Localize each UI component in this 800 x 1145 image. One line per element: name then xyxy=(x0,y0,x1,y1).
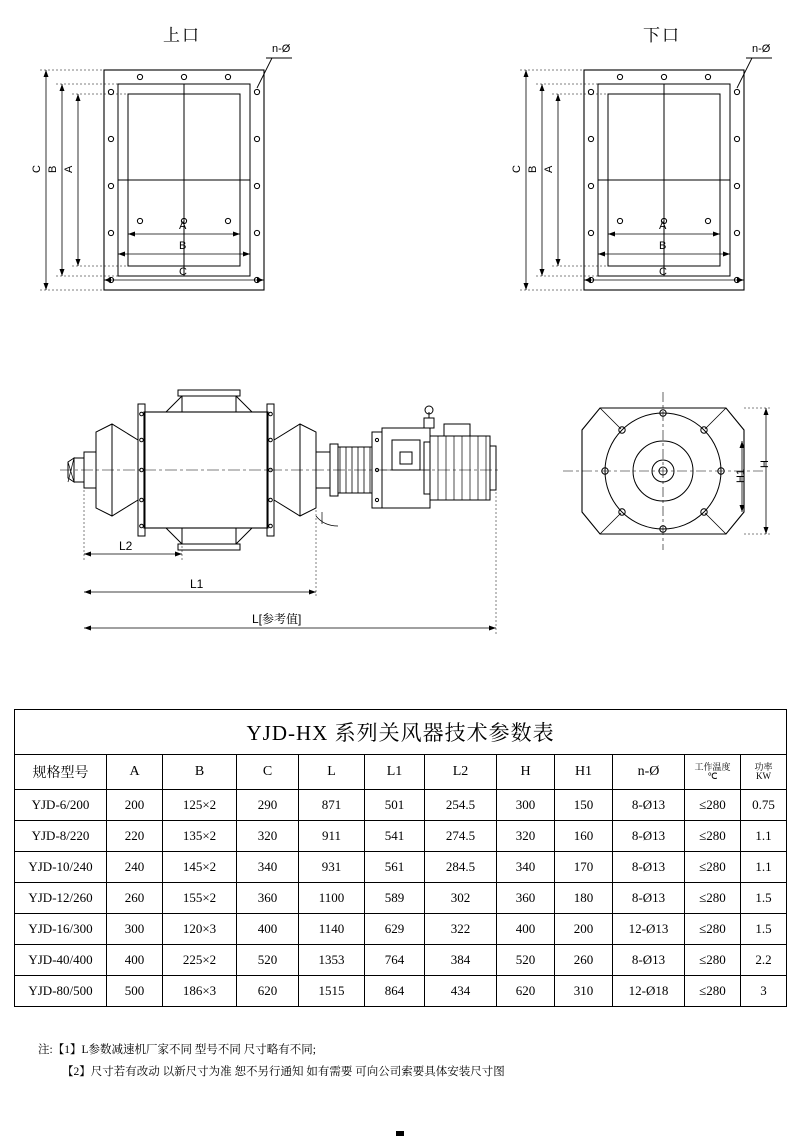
cell-power: 1.1 xyxy=(741,852,787,883)
cell-h1: 200 xyxy=(555,914,613,945)
cell-l1: 561 xyxy=(365,852,425,883)
dim-l1-label: L1 xyxy=(190,577,204,591)
cell-b: 155×2 xyxy=(163,883,237,914)
cell-power: 1.5 xyxy=(741,914,787,945)
dim-a-horizontal-bottom: A xyxy=(659,220,667,232)
dim-h1-label: H1 xyxy=(735,468,747,483)
cell-l2: 284.5 xyxy=(425,852,497,883)
dim-a-vertical-bottom: A xyxy=(543,165,555,173)
cell-temperature: ≤280 xyxy=(685,790,741,821)
cell-l1: 864 xyxy=(365,976,425,1007)
cell-l1: 501 xyxy=(365,790,425,821)
dim-b-vertical-top: B xyxy=(47,165,59,173)
cell-c: 360 xyxy=(237,883,299,914)
cell-l2: 302 xyxy=(425,883,497,914)
cell-b: 125×2 xyxy=(163,790,237,821)
cell-l: 1353 xyxy=(299,945,365,976)
cell-temperature: ≤280 xyxy=(685,883,741,914)
cell-power: 2.2 xyxy=(741,945,787,976)
header-temperature-text: 工作温度 xyxy=(694,761,731,772)
cell-power: 3 xyxy=(741,976,787,1007)
cell-model: YJD-10/240 xyxy=(15,852,107,883)
cell-power: 0.75 xyxy=(741,790,787,821)
header-temperature-unit: ℃ xyxy=(707,771,718,781)
bottom-view-label: 下口 xyxy=(643,26,681,45)
cell-b: 120×3 xyxy=(163,914,237,945)
cell-h1: 150 xyxy=(555,790,613,821)
cell-temperature: ≤280 xyxy=(685,821,741,852)
dim-l2-label: L2 xyxy=(119,539,133,553)
cell-hole: 8-Ø13 xyxy=(613,883,685,914)
cell-temperature: ≤280 xyxy=(685,914,741,945)
cell-c: 340 xyxy=(237,852,299,883)
cell-h: 340 xyxy=(497,852,555,883)
header-a: A xyxy=(107,755,163,790)
cell-h1: 160 xyxy=(555,821,613,852)
note-line-1: 注:【1】L参数减速机厂家不同 型号不同 尺寸略有不同; xyxy=(38,1044,316,1056)
table-row xyxy=(15,914,787,945)
cell-h: 360 xyxy=(497,883,555,914)
notes-block xyxy=(38,1040,505,1084)
cell-h: 520 xyxy=(497,945,555,976)
table-row xyxy=(15,976,787,1007)
dim-a-vertical-top: A xyxy=(63,165,75,173)
hole-callout-bottom: n-Ø xyxy=(752,43,771,55)
table-row xyxy=(15,790,787,821)
cell-hole: 12-Ø13 xyxy=(613,914,685,945)
cell-b: 186×3 xyxy=(163,976,237,1007)
cell-l: 931 xyxy=(299,852,365,883)
note-line-2: 【2】尺寸若有改动 以新尺寸为准 恕不另行通知 如有需要 可向公司索要具体安装尺寸图 xyxy=(62,1065,505,1078)
header-power-text: 功率 xyxy=(754,761,773,772)
header-l2: L2 xyxy=(425,755,497,790)
cell-h1: 170 xyxy=(555,852,613,883)
spec-table-wrapper xyxy=(14,709,786,1007)
cell-a: 400 xyxy=(107,945,163,976)
cell-model: YJD-40/400 xyxy=(15,945,107,976)
dim-c-horizontal-top: C xyxy=(179,266,187,278)
cell-a: 240 xyxy=(107,852,163,883)
cell-b: 225×2 xyxy=(163,945,237,976)
cell-l: 1140 xyxy=(299,914,365,945)
cell-power: 1.1 xyxy=(741,821,787,852)
header-temperature xyxy=(685,755,741,790)
dim-h-label: H xyxy=(759,460,771,468)
hole-callout-top: n-Ø xyxy=(272,43,291,55)
cell-h: 620 xyxy=(497,976,555,1007)
cell-l1: 541 xyxy=(365,821,425,852)
cell-h: 300 xyxy=(497,790,555,821)
header-power xyxy=(741,755,787,790)
cell-l: 1515 xyxy=(299,976,365,1007)
cell-c: 520 xyxy=(237,945,299,976)
dim-b-vertical-bottom: B xyxy=(527,165,539,173)
cell-a: 260 xyxy=(107,883,163,914)
cell-b: 145×2 xyxy=(163,852,237,883)
dim-b-horizontal-bottom: B xyxy=(659,240,667,252)
cell-a: 500 xyxy=(107,976,163,1007)
spec-table xyxy=(14,709,787,1007)
dim-l-label: L[参考值] xyxy=(252,612,302,626)
dim-a-horizontal-top: A xyxy=(179,220,187,232)
cell-c: 320 xyxy=(237,821,299,852)
cell-h1: 260 xyxy=(555,945,613,976)
cell-model: YJD-80/500 xyxy=(15,976,107,1007)
cell-h1: 180 xyxy=(555,883,613,914)
cell-model: YJD-8/220 xyxy=(15,821,107,852)
table-row xyxy=(15,945,787,976)
cell-a: 300 xyxy=(107,914,163,945)
cell-l: 871 xyxy=(299,790,365,821)
table-body xyxy=(15,790,787,1007)
cell-a: 220 xyxy=(107,821,163,852)
cell-model: YJD-12/260 xyxy=(15,883,107,914)
cell-hole: 8-Ø13 xyxy=(613,945,685,976)
header-l1: L1 xyxy=(365,755,425,790)
cell-c: 290 xyxy=(237,790,299,821)
table-row xyxy=(15,821,787,852)
cell-temperature: ≤280 xyxy=(685,852,741,883)
cell-h: 320 xyxy=(497,821,555,852)
cell-l1: 589 xyxy=(365,883,425,914)
table-row xyxy=(15,883,787,914)
table-row xyxy=(15,852,787,883)
cell-power: 1.5 xyxy=(741,883,787,914)
cell-l2: 254.5 xyxy=(425,790,497,821)
header-h: H xyxy=(497,755,555,790)
header-c: C xyxy=(237,755,299,790)
footer-mark xyxy=(396,1131,404,1136)
dim-c-vertical-top: C xyxy=(31,165,43,173)
cell-h1: 310 xyxy=(555,976,613,1007)
dim-b-horizontal-top: B xyxy=(179,240,187,252)
cell-hole: 8-Ø13 xyxy=(613,852,685,883)
cell-c: 620 xyxy=(237,976,299,1007)
cell-l2: 274.5 xyxy=(425,821,497,852)
header-hole: n-Ø xyxy=(613,755,685,790)
cell-temperature: ≤280 xyxy=(685,945,741,976)
cell-b: 135×2 xyxy=(163,821,237,852)
dim-c-vertical-bottom: C xyxy=(511,165,523,173)
top-view-label: 上口 xyxy=(163,26,201,45)
header-power-unit: KW xyxy=(756,771,772,781)
cell-l1: 764 xyxy=(365,945,425,976)
cell-l1: 629 xyxy=(365,914,425,945)
table-header-row xyxy=(15,755,787,790)
cell-hole: 8-Ø13 xyxy=(613,790,685,821)
header-l: L xyxy=(299,755,365,790)
cell-l2: 322 xyxy=(425,914,497,945)
cell-l: 1100 xyxy=(299,883,365,914)
table-title: YJD-HX 系列关风器技术参数表 xyxy=(15,710,787,755)
cell-hole: 8-Ø13 xyxy=(613,821,685,852)
cell-l2: 434 xyxy=(425,976,497,1007)
dim-c-horizontal-bottom: C xyxy=(659,266,667,278)
cell-hole: 12-Ø18 xyxy=(613,976,685,1007)
header-b: B xyxy=(163,755,237,790)
header-h1: H1 xyxy=(555,755,613,790)
cell-c: 400 xyxy=(237,914,299,945)
cell-l2: 384 xyxy=(425,945,497,976)
header-model: 规格型号 xyxy=(15,755,107,790)
cell-h: 400 xyxy=(497,914,555,945)
cell-model: YJD-16/300 xyxy=(15,914,107,945)
cell-a: 200 xyxy=(107,790,163,821)
cell-model: YJD-6/200 xyxy=(15,790,107,821)
cell-temperature: ≤280 xyxy=(685,976,741,1007)
cell-l: 911 xyxy=(299,821,365,852)
